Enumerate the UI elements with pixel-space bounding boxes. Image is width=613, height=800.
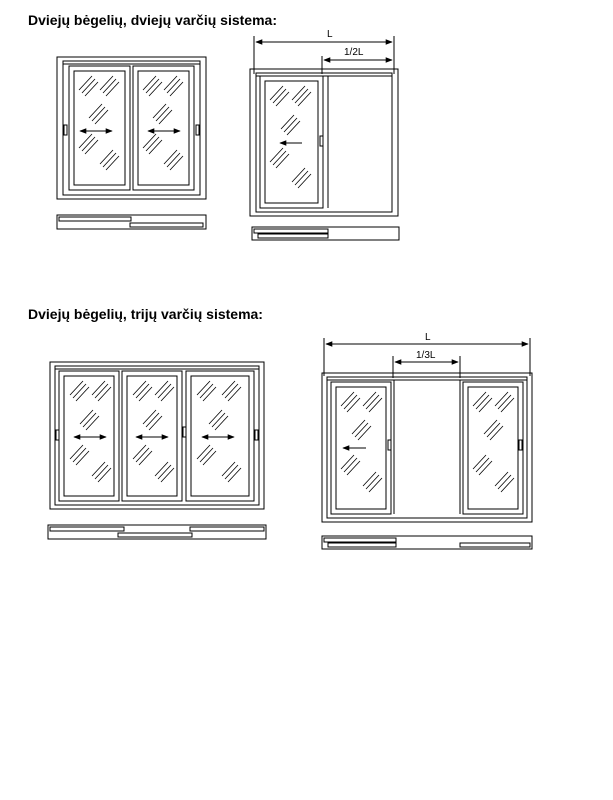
handle-icon [519, 440, 522, 450]
section-heading-three-sash: Dviejų bėgelių, trijų varčių sistema: [28, 306, 263, 322]
window-half-open-two-sash [250, 36, 398, 216]
window-closed-two-sash [57, 57, 206, 199]
section-heading-two-sash: Dviejų bėgelių, dviejų varčių sistema: [28, 12, 277, 28]
track-profile-three-sash-open [322, 536, 532, 549]
handle-icon [183, 427, 186, 437]
handle-icon [64, 125, 67, 135]
handle-icon [56, 430, 59, 440]
dimension-label-total: L [425, 332, 431, 343]
handle-icon [255, 430, 258, 440]
window-open-three-sash [322, 338, 532, 522]
window-closed-three-sash [50, 362, 264, 509]
glass-hatch [79, 76, 183, 170]
handle-icon [388, 440, 391, 450]
handle-icon [196, 125, 199, 135]
dimension-label-total: L [327, 29, 333, 40]
track-profile-two-sash-open [252, 227, 399, 240]
track-profile-three-sash [48, 525, 266, 539]
glass-hatch [70, 381, 241, 482]
dimension-label-half: 1/2L [344, 47, 364, 58]
glass-hatch [270, 86, 311, 188]
dimension-label-third: 1/3L [416, 350, 436, 361]
handle-icon [320, 136, 323, 146]
track-profile-two-sash [57, 215, 206, 229]
glass-hatch [341, 392, 514, 492]
